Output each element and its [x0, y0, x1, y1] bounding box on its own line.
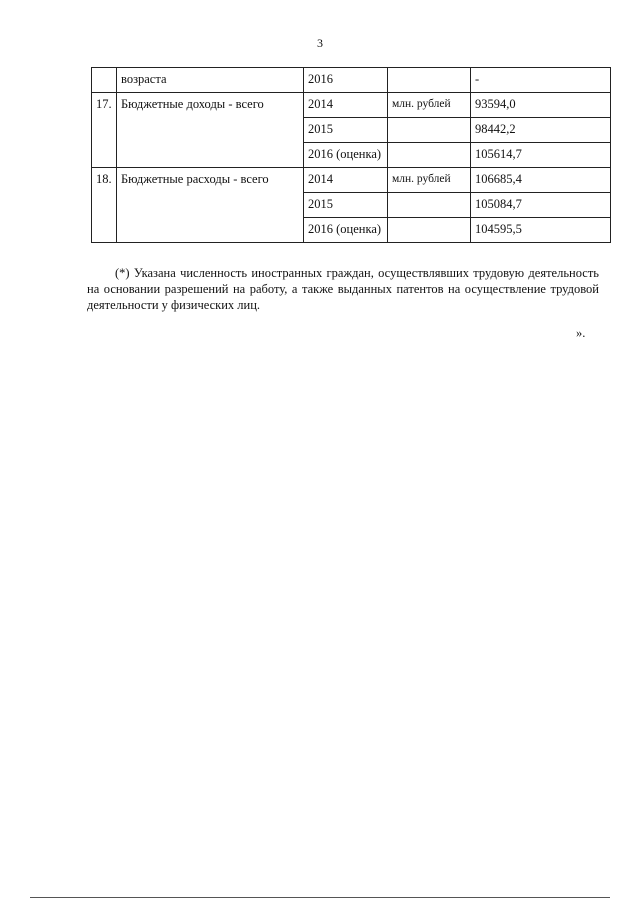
year-cell: 2014 [304, 93, 388, 118]
year-cell: 2016 [304, 68, 388, 93]
row-number-cell [92, 68, 117, 93]
unit-cell: млн. рублей [388, 93, 471, 118]
unit-cell [388, 218, 471, 243]
page-number: 3 [317, 36, 323, 50]
table-row [92, 168, 611, 193]
year-cell: 2015 [304, 118, 388, 143]
unit-cell: млн. рублей [388, 168, 471, 193]
indicator-name-cell: Бюджетные расходы - всего [117, 168, 304, 243]
indicator-name-cell: Бюджетные доходы - всего [117, 93, 304, 168]
closing-quote: ». [576, 326, 586, 340]
table-row [92, 93, 611, 118]
unit-cell [388, 68, 471, 93]
year-cell: 2016 (оценка) [304, 218, 388, 243]
year-cell: 2014 [304, 168, 388, 193]
footnote: (*) Указана численность иностранных граждан, осуществлявших трудовую деятельность на основании разрешений на работу, а также выданных патентов на осуществление трудовой деятельности у физических лиц. [87, 266, 599, 312]
unit-cell [388, 118, 471, 143]
unit-cell [388, 193, 471, 218]
value-cell: 104595,5 [471, 218, 611, 243]
value-cell: - [471, 68, 611, 93]
value-cell: 98442,2 [471, 118, 611, 143]
value-cell: 106685,4 [471, 168, 611, 193]
value-cell: 105614,7 [471, 143, 611, 168]
year-cell: 2015 [304, 193, 388, 218]
data-table [91, 67, 611, 243]
value-cell: 105084,7 [471, 193, 611, 218]
year-cell: 2016 (оценка) [304, 143, 388, 168]
page-bottom-divider [30, 897, 610, 898]
row-number-cell: 18. [92, 168, 117, 243]
indicator-name-cell: возраста [117, 68, 304, 93]
unit-cell [388, 143, 471, 168]
table-row [92, 68, 611, 93]
value-cell: 93594,0 [471, 93, 611, 118]
row-number-cell: 17. [92, 93, 117, 168]
